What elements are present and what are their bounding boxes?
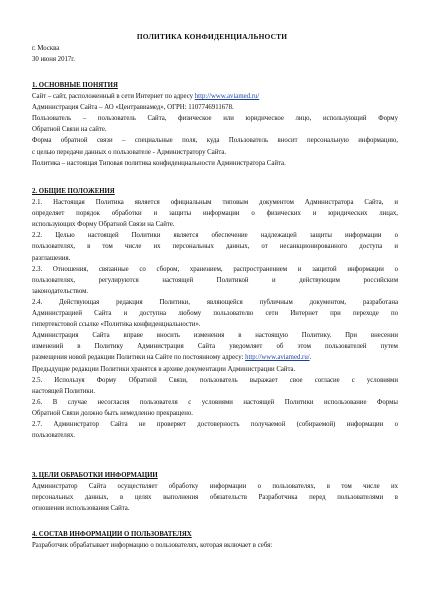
section-2-line: 2.4. Действующая редакция Политики, являющейся публичным документом, разработана xyxy=(32,298,398,306)
section-1-line: с целью передачи данных о пользователе - Администратору Сайта. xyxy=(32,148,227,156)
section-2-line: 2.3. Отношения, связанные со сбором, хранением, распространением и защитой информации о xyxy=(32,265,398,273)
section-2-link-text: размещения новой редакции Политики на Сайте по постоянному адресу: xyxy=(32,354,246,362)
section-3-line: отношении использования Сайта. xyxy=(32,505,130,513)
policy-url-link[interactable]: http://www.aviamed.ru/ xyxy=(245,354,310,362)
section-4-heading: 4. СОСТАВ ИНФОРМАЦИИ О ПОЛЬЗОВАТЕЛЯХ xyxy=(32,531,192,538)
section-1-line: Обратной Связи на сайте. xyxy=(32,126,107,134)
section-2-line: Предыдущие редакции Политики хранятся в архиве документации Администрации Сайта. xyxy=(32,365,296,373)
section-3-line: персональных данных, в целях выполнения обязательств Разработчика перед пользователями в xyxy=(32,494,398,502)
section-1-line xyxy=(32,91,398,102)
section-1-site-text: Сайт – сайт, расположенный в сети Интернет по адресу xyxy=(32,93,195,101)
section-1-line: Пользователь – пользователь Сайта, физическое или юридическое лицо, использующий Форму xyxy=(32,115,398,123)
section-2-line: определяет порядок обработки и защиты информации о физических и юридических лицах, xyxy=(32,210,398,218)
section-2-line: 2.1. Настоящая Политика является официальным типовым документом Администратора Сайта, и xyxy=(32,199,398,207)
section-2-line: Администрация Сайта вправе вносить изменения в настоящую Политику. При внесении xyxy=(32,332,398,340)
section-2-line: настоящей Политики. xyxy=(32,387,96,395)
section-2-line: разглашения. xyxy=(32,254,71,262)
document-city: г. Москва xyxy=(32,45,60,52)
section-4-line: Разработчик обрабатывает информацию о пользователях, которая включает в себя: xyxy=(32,542,273,550)
section-1-heading: 1. ОСНОВНЫЕ ПОНЯТИЯ xyxy=(32,82,118,89)
section-2-line: 2.6. В случае несогласия пользователя с условиями настоящей Политики использование Формы xyxy=(32,398,398,406)
section-3-heading: 3. ЦЕЛИ ОБРАБОТКИ ИНФОРМАЦИИ xyxy=(32,472,158,479)
section-1-line: Политика – настоящая Типовая политика конфиденциальности Администратора Сайта. xyxy=(32,159,286,167)
section-2-line: изменений в Политику Администрация Сайта уведомляет об этом пользователей путем xyxy=(32,343,398,351)
section-1-line: Форма обратной связи – специальные поля, куда Пользователь вносит персональную информацию, xyxy=(32,137,398,145)
section-1 xyxy=(32,80,398,169)
section-3 xyxy=(32,470,398,514)
section-2-link-suffix: . xyxy=(309,354,312,362)
section-3-line: Администратор Сайта осуществляет обработку информации о пользователях, в том числе их xyxy=(32,483,398,491)
section-2-line: пользователях, регулируются настоящей Политикой и действующим российским xyxy=(32,276,398,284)
section-2-line xyxy=(32,352,398,363)
section-2-line: 2.2. Целью настоящей Политики является обеспечение надлежащей защиты информации о xyxy=(32,232,398,240)
section-2-line: Обратной Связи должно быть немедленно прекращено. xyxy=(32,409,194,417)
document-date: 30 июня 2017г. xyxy=(32,56,75,63)
site-url-link[interactable]: http://www.aviamed.ru/ xyxy=(194,93,260,101)
document-title: ПОЛИТИКА КОНФИДЕНЦИАЛЬНОСТИ xyxy=(136,32,288,41)
section-2-line: 2.5. Используя Форму Обратной Связи, пользователь выражает свое согласие с условиями xyxy=(32,376,398,384)
section-2 xyxy=(32,186,398,441)
section-2-line: Администрацией Сайта и доступна любому пользователю сети Интернет при переходе по xyxy=(32,310,398,318)
section-1-line: Администрация Сайта – АО «Центравиамед», ОГРН: 1107746911678. xyxy=(32,104,234,112)
section-2-line: пользователях, в том числе их персональных данных, от несанкционированного доступа и xyxy=(32,243,398,251)
section-2-line: законодательством. xyxy=(32,287,89,295)
section-2-line: 2.7. Администратор Сайта не проверяет достоверность получаемой (собираемой) информации о xyxy=(32,420,398,428)
section-2-heading: 2. ОБЩИЕ ПОЛОЖЕНИЯ xyxy=(32,188,115,195)
section-2-line: пользователях. xyxy=(32,432,76,440)
section-4 xyxy=(32,529,398,551)
section-2-line: использующих Форму Обратной Связи на Сайте. xyxy=(32,221,175,229)
section-2-line: гипертекстовой ссылке «Политика конфиденциальности». xyxy=(32,321,201,329)
